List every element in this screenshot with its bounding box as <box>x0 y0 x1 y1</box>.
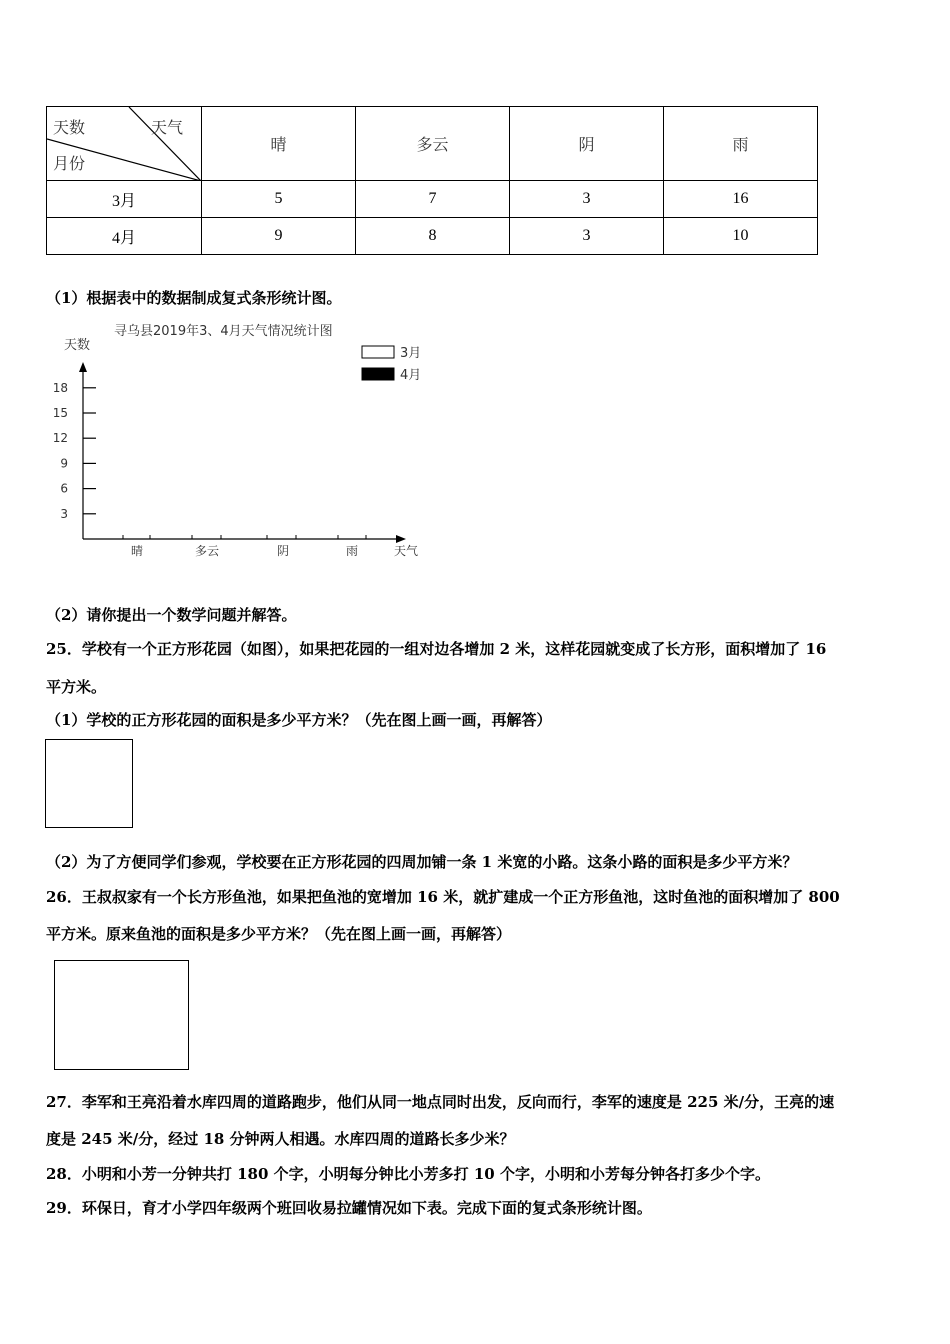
corner-label-month: 月份 <box>53 154 86 173</box>
table-row <box>47 218 818 255</box>
legend-label: 3月 <box>400 346 422 361</box>
x-tick-label: 阴 <box>276 544 290 558</box>
cell-march-cloudy: 7 <box>356 181 510 218</box>
y-tick-label: 15 <box>52 406 68 420</box>
header-cloudy: 多云 <box>356 107 510 181</box>
table-row <box>47 181 818 218</box>
weather-table <box>46 106 818 255</box>
y-tick-label: 3 <box>60 506 68 521</box>
q27-line2: 度是 245 米/分，经过 18 分钟两人相遇。水库四周的道路长多少米？ <box>46 1130 515 1148</box>
square-garden-figure <box>45 739 133 828</box>
cell-april-cloudy: 8 <box>356 218 510 255</box>
chart-axes <box>79 362 406 543</box>
corner-label-days: 天数 <box>53 118 86 137</box>
chart-legend <box>362 346 421 383</box>
cell-march-rain: 16 <box>664 181 818 218</box>
cell-april-rain: 10 <box>664 218 818 255</box>
header-rain: 雨 <box>664 107 818 181</box>
y-tick-label: 6 <box>60 481 68 496</box>
cell-april-sunny: 9 <box>202 218 356 255</box>
q25-part1: （1）学校的正方形花园的面积是多少平方米？（先在图上画一画，再解答） <box>46 711 552 729</box>
q24-part1: （1）根据表中的数据制成复式条形统计图。 <box>46 289 342 307</box>
q25-part2: （2）为了方便同学们参观，学校要在正方形花园的四周加铺一条 1 米宽的小路。这条小路的面积是多少平方米？ <box>46 853 798 871</box>
chart-y-label: 天数 <box>64 338 91 353</box>
legend-label: 4月 <box>400 368 422 383</box>
chart-x-label: 天气 <box>394 544 419 558</box>
cell-april-overcast: 3 <box>510 218 664 255</box>
y-tick-label: 18 <box>52 380 68 395</box>
x-tick-label: 雨 <box>345 544 359 558</box>
y-tick-label: 12 <box>52 431 68 446</box>
legend-swatch <box>362 346 394 358</box>
fish-pond-figure <box>54 960 189 1070</box>
y-axis-arrow <box>79 362 87 372</box>
row-month-march: 3月 <box>47 181 202 218</box>
weather-bar-chart <box>0 310 460 570</box>
x-axis-arrow <box>396 535 406 543</box>
corner-label-weather: 天气 <box>151 118 184 137</box>
table-header-row <box>47 107 818 181</box>
q28-line1: 28．小明和小芳一分钟共打 180 个字，小明每分钟比小芳多打 10 个字，小明和小芳每分钟各打多少个字。 <box>46 1165 770 1183</box>
x-tick-label: 多云 <box>194 544 220 558</box>
q24-part2: （2）请你提出一个数学问题并解答。 <box>46 606 297 624</box>
y-tick-label: 9 <box>60 456 68 471</box>
header-overcast: 阴 <box>510 107 664 181</box>
row-month-april: 4月 <box>47 218 202 255</box>
y-ticks <box>53 381 96 521</box>
legend-swatch <box>362 368 394 380</box>
header-sunny: 晴 <box>202 107 356 181</box>
q25-line1: 25．学校有一个正方形花园（如图），如果把花园的一组对边各增加 2 米，这样花园就变成了长方形，面积增加了 16 <box>46 640 827 658</box>
cell-march-overcast: 3 <box>510 181 664 218</box>
cell-march-sunny: 5 <box>202 181 356 218</box>
q25-line2: 平方米。 <box>46 678 107 696</box>
q26-line1: 26．王叔叔家有一个长方形鱼池，如果把鱼池的宽增加 16 米，就扩建成一个正方形鱼池，这时鱼池的面积增加了 800 <box>46 888 840 906</box>
x-tick-label: 晴 <box>130 544 144 558</box>
q26-line2: 平方米。原来鱼池的面积是多少平方米？（先在图上画一画，再解答） <box>46 925 512 943</box>
chart-title: 寻乌县2019年3、4月天气情况统计图 <box>114 324 333 339</box>
table-corner-cell <box>47 107 202 181</box>
q29-line1: 29．环保日，育才小学四年级两个班回收易拉罐情况如下表。完成下面的复式条形统计图。 <box>46 1199 652 1217</box>
q27-line1: 27．李军和王亮沿着水库四周的道路跑步，他们从同一地点同时出发，反向而行，李军的速度是 225 米/分，王亮的速 <box>46 1093 835 1111</box>
